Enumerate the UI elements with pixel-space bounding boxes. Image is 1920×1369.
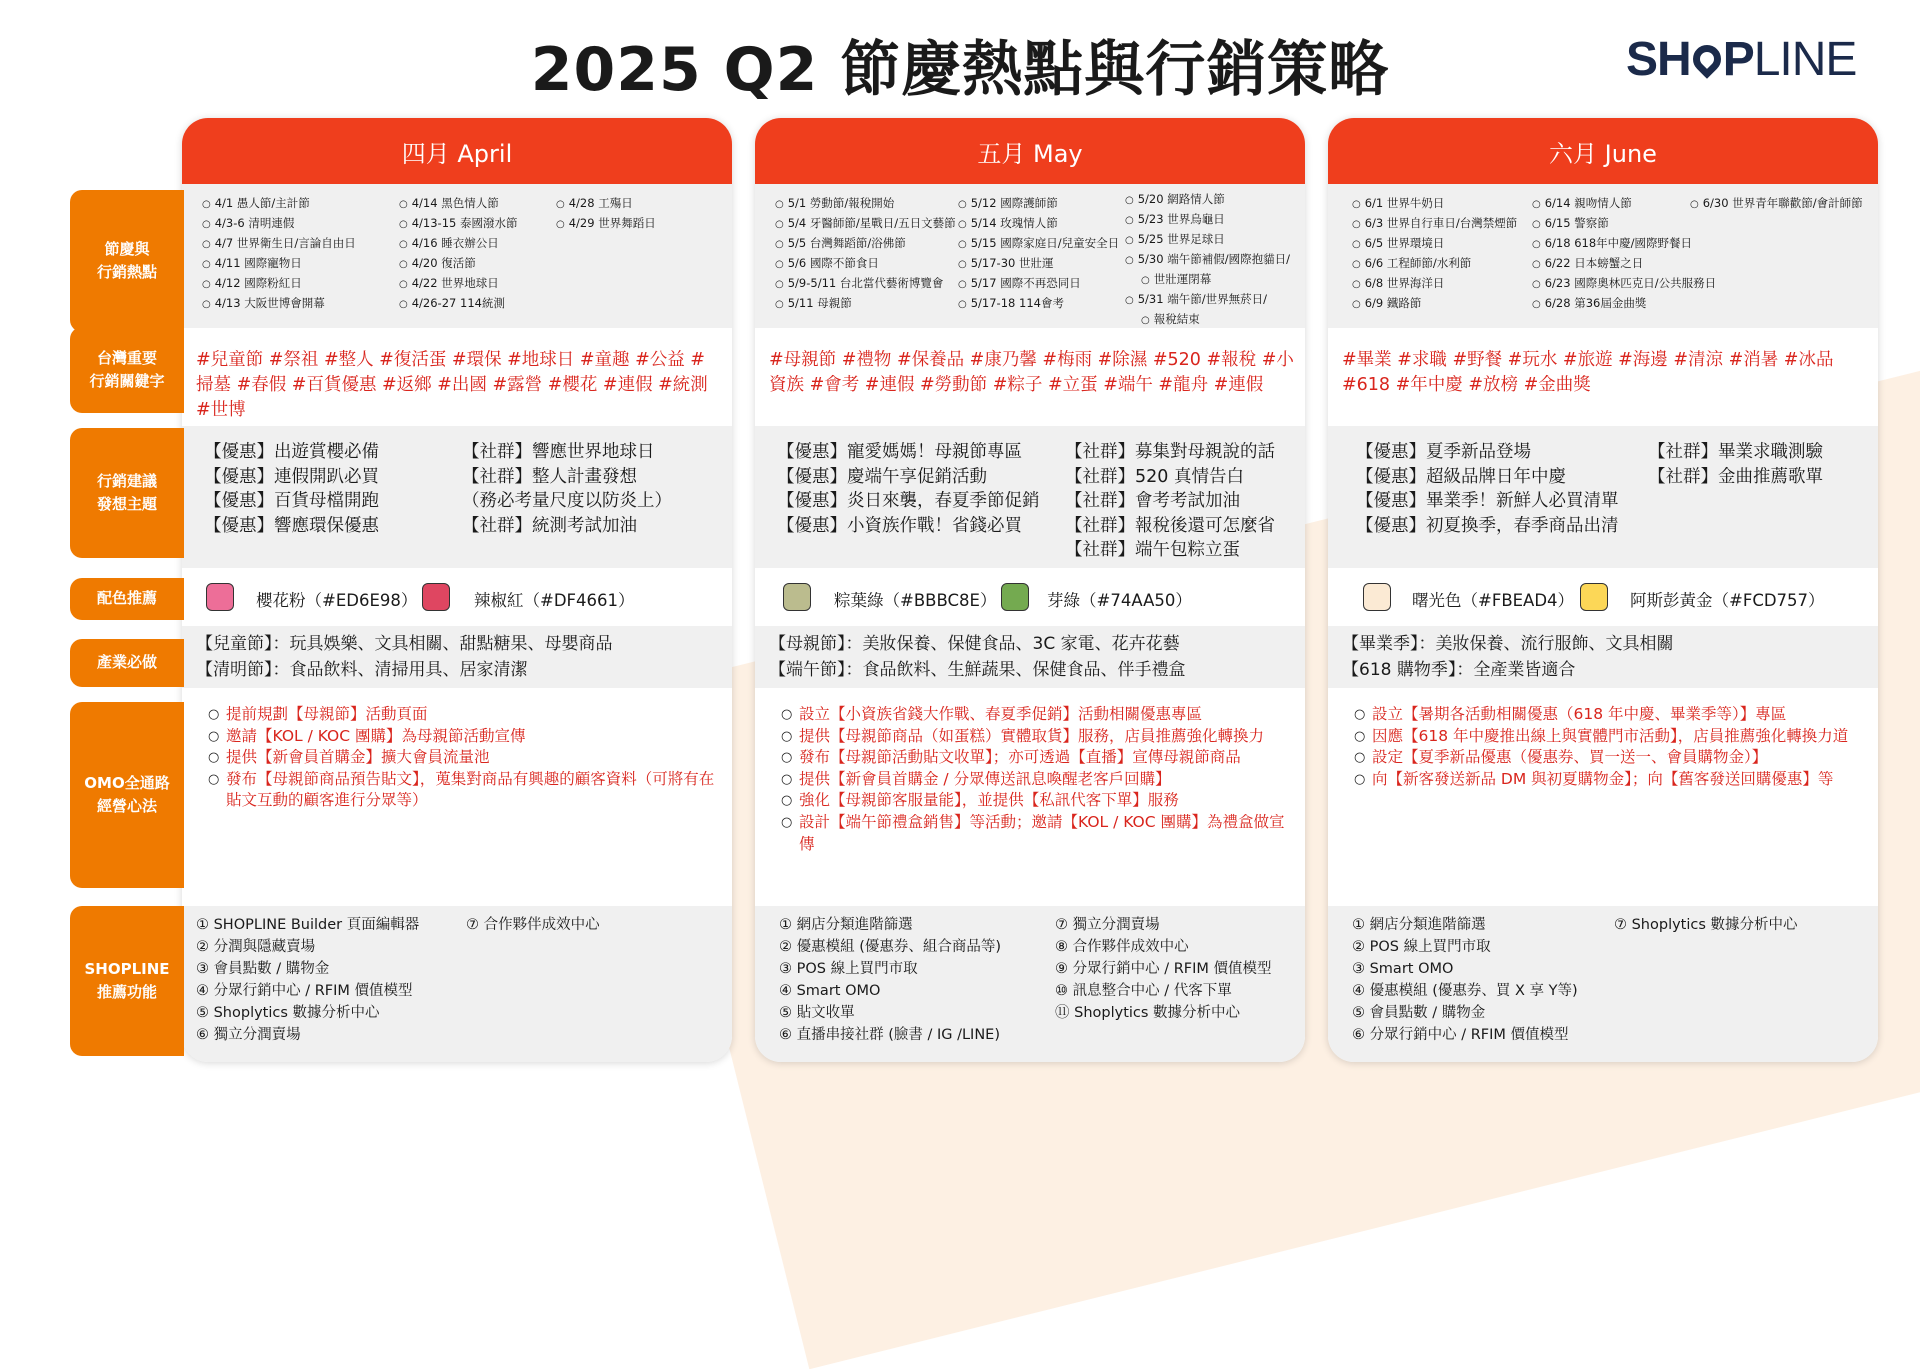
industry-band <box>182 626 732 688</box>
industry-list: 【兒童節】：玩具娛樂、文具相關、甜點糖果、母嬰商品 【清明節】：食品飲料、清掃用具、居家清潔 <box>196 634 613 680</box>
holidays-band <box>755 184 1305 328</box>
month-header: 六月 June <box>1328 118 1878 184</box>
colors-band <box>182 568 732 626</box>
feature-list: ⑦ 合作夥伴成效中心 <box>466 917 600 933</box>
holidays-band <box>182 184 732 328</box>
keyword-list: #母親節 #禮物 #保養品 #康乃馨 #梅雨 #除濕 #520 #報稅 #小資族 #會考 #連假 #勞動節 #粽子 #立蛋 #端午 #龍舟 #連假 <box>769 350 1294 395</box>
industry-band <box>1328 626 1878 688</box>
row-label-industry: 產業必做 <box>70 639 184 687</box>
colors-band <box>1328 568 1878 626</box>
keywords-band <box>1328 328 1878 426</box>
omo-list: ○ 提前規劃【母親節】活動頁面 ○ 邀請【KOL / KOC 團購】為母親節活動宣傳 ○ 提供【新會員首購金】擴大會員流量池 ○ 發布【母親節商品預告貼文】，蒐集對商品有興趣的顧客資料（可將有在貼文互動的顧客進行分眾等） <box>208 704 718 812</box>
omo-band <box>182 688 732 906</box>
feature-list: ① 網店分類進階篩選 ② POS 線上買門市取 ③ Smart OMO ④ 優惠模組 (優惠券、買 X 享 Y等) ⑤ 會員點數 / 購物金 ⑥ 分眾行銷中心 / RFIM 價值模型 <box>1352 917 1578 1043</box>
keyword-list: #兒童節 #祭祖 #整人 #復活蛋 #環保 #地球日 #童趣 #公益 #掃墓 #春假 #百貨優惠 #返鄉 #出國 #露營 #櫻花 #連假 #統測 #世博 <box>196 350 708 420</box>
month-header: 四月 April <box>182 118 732 184</box>
row-label-omo: OMO全通路 經營心法 <box>70 702 184 888</box>
row-label-colors: 配色推薦 <box>70 578 184 620</box>
features-band <box>1328 906 1878 1062</box>
color-swatch <box>422 583 450 611</box>
page-title: 2025 Q2 節慶熱點與行銷策略 <box>530 35 1390 105</box>
theme-list-promo: 【優惠】出遊賞櫻必備 【優惠】連假開趴必買 【優惠】百貨母檔開跑 【優惠】響應環保優惠 <box>204 442 379 536</box>
feature-list: ① SHOPLINE Builder 頁面編輯器 ② 分潤與隱藏賣場 ③ 會員點數 / 購物金 ④ 分眾行銷中心 / RFIM 價值模型 ⑤ Shoplytics 數據分析中心 ⑥ 獨立分潤賣場 <box>196 917 420 1043</box>
color-label: 辣椒紅（#DF4661） <box>474 591 635 610</box>
shopline-logo: SH PLINE <box>1626 33 1857 86</box>
holiday-list: ○ 6/1 世界牛奶日 ○ 6/3 世界自行車日/台灣禁煙節 ○ 6/5 世界環境日 ○ 6/6 工程師節/水利節 ○ 6/8 世界海洋日 ○ 6/9 鐵路節 <box>1352 194 1517 314</box>
holiday-list: ○ 5/12 國際護師節 ○ 5/14 玫瑰情人節 ○ 5/15 國際家庭日/兒童安全日 ○ 5/17-30 世壯運 ○ 5/17 國際不再恐同日 ○ 5/17-18 114會考 <box>958 194 1119 314</box>
industry-list: 【母親節】：美妝保養、保健食品、3C 家電、花卉花藝 【端午節】：食品飲料、生鮮蔬果、保健食品、伴手禮盒 <box>769 634 1186 680</box>
feature-list: ⑦ 獨立分潤賣場 ⑧ 合作夥伴成效中心 ⑨ 分眾行銷中心 / RFIM 價值模型 ⑩ 訊息整合中心 / 代客下單 ⑪ Shoplytics 數據分析中心 <box>1055 917 1272 1021</box>
holiday-list: ○ 5/20 網路情人節 ○ 5/23 世界烏龜日 ○ 5/25 世界足球日 ○ 5/30 端午節補假/國際抱貓日/ ○ 世壯運閉幕 ○ 5/31 端午節/世界無菸日/ ○ 報稅結束 <box>1125 190 1290 330</box>
features-band <box>755 906 1305 1062</box>
themes-band <box>1328 426 1878 568</box>
holiday-list: ○ 4/28 工殤日 ○ 4/29 世界舞蹈日 <box>556 194 656 234</box>
keywords-band <box>755 328 1305 426</box>
keywords-band <box>182 328 732 426</box>
feature-list: ① 網店分類進階篩選 ② 優惠模組 (優惠券、組合商品等) ③ POS 線上買門市取 ④ Smart OMO ⑤ 貼文收單 ⑥ 直播串接社群 (臉書 / IG /LINE) <box>779 917 1002 1043</box>
industry-list: 【畢業季】：美妝保養、流行服飾、文具相關 【618 購物季】：全產業皆適合 <box>1342 634 1674 680</box>
color-label: 櫻花粉（#ED6E98） <box>256 591 418 610</box>
color-swatch <box>1001 583 1029 611</box>
month-header: 五月 May <box>755 118 1305 184</box>
row-label-keywords: 台灣重要 行銷關鍵字 <box>70 327 184 413</box>
month-card-april <box>182 118 732 1062</box>
omo-band <box>755 688 1305 906</box>
omo-list: ○ 設立【小資族省錢大作戰、春夏季促銷】活動相關優惠專區 ○ 提供【母親節商品（如蛋糕）實體取貨】服務，店員推薦強化轉換力 ○ 發布【母親節活動貼文收單】；亦可透過【直播】宣傳母親節商品 ○ 提供【新會員首購金 / 分眾傳送訊息喚醒老客戶回購】 ○ 強化【母親節客服量能】，並提供【私訊代客下單】服務 ○ 設計【端午節禮盒銷售】等活動；邀請【KOL / KOC 團購】為禮盒做宣傳 <box>781 704 1291 855</box>
theme-list-social: 【社群】畢業求職測驗 【社群】金曲推薦歌單 <box>1648 442 1823 487</box>
color-label: 曙光色（#FBEAD4） <box>1412 591 1575 610</box>
month-card-june <box>1328 118 1878 1062</box>
theme-list-social: 【社群】募集對母親說的話 【社群】520 真情告白 【社群】會考考試加油 【社群】報稅後還可怎麼省 【社群】端午包粽立蛋 <box>1065 442 1275 560</box>
row-label-themes: 行銷建議 發想主題 <box>70 428 184 558</box>
color-label: 粽葉綠（#BBBC8E） <box>834 591 997 610</box>
holiday-list: ○ 6/30 世界青年聯歡節/會計師節 <box>1690 194 1863 214</box>
industry-band <box>755 626 1305 688</box>
omo-list: ○ 設立【暑期各活動相關優惠（618 年中慶、畢業季等）】專區 ○ 因應【618 年中慶推出線上與實體門市活動】，店員推薦強化轉換力道 ○ 設定【夏季新品優惠（優惠券、買一送一、會員購物金）】 ○ 向【新客發送新品 DM 與初夏購物金】；向【舊客發送回購優惠】等 <box>1354 704 1864 790</box>
color-swatch <box>206 583 234 611</box>
themes-band <box>182 426 732 568</box>
colors-band <box>755 568 1305 626</box>
holiday-list: ○ 5/1 勞動節/報稅開始 ○ 5/4 牙醫師節/星戰日/五日文藝節 ○ 5/5 台灣舞蹈節/浴佛節 ○ 5/6 國際不節食日 ○ 5/9-5/11 台北當代藝術博覽會 ○ 5/11 母親節 <box>775 194 956 314</box>
row-label-features: SHOPLINE 推薦功能 <box>70 906 184 1056</box>
omo-band <box>1328 688 1878 906</box>
holiday-list: ○ 6/14 親吻情人節 ○ 6/15 警察節 ○ 6/18 618年中慶/國際野餐日 ○ 6/22 日本螃蟹之日 ○ 6/23 國際奧林匹克日/公共服務日 ○ 6/28 第36屆金曲獎 <box>1532 194 1716 314</box>
location-pin-icon <box>1687 39 1727 79</box>
color-swatch <box>1363 583 1391 611</box>
themes-band <box>755 426 1305 568</box>
holidays-band <box>1328 184 1878 328</box>
feature-list: ⑦ Shoplytics 數據分析中心 <box>1614 917 1798 933</box>
features-band <box>182 906 732 1062</box>
color-label: 芽綠（#74AA50） <box>1047 591 1192 610</box>
month-card-may <box>755 118 1305 1062</box>
theme-list-promo: 【優惠】夏季新品登場 【優惠】超級品牌日年中慶 【優惠】畢業季！新鮮人必買清單 【優惠】初夏換季，春季商品出清 <box>1356 442 1619 536</box>
holiday-list: ○ 4/1 愚人節/主計節 ○ 4/3-6 清明連假 ○ 4/7 世界衛生日/言論自由日 ○ 4/11 國際寵物日 ○ 4/12 國際粉紅日 ○ 4/13 大阪世博會開幕 <box>202 194 356 314</box>
keyword-list: #畢業 #求職 #野餐 #玩水 #旅遊 #海邊 #清涼 #消暑 #冰品 #618 #年中慶 #放榜 #金曲獎 <box>1342 350 1834 395</box>
color-swatch <box>1580 583 1608 611</box>
color-swatch <box>783 583 811 611</box>
holiday-list: ○ 4/14 黑色情人節 ○ 4/13-15 泰國潑水節 ○ 4/16 睡衣辦公日 ○ 4/20 復活節 ○ 4/22 世界地球日 ○ 4/26-27 114統測 <box>399 194 518 314</box>
theme-list-social: 【社群】響應世界地球日 【社群】整人計畫發想 （務必考量尺度以防炎上） 【社群】統測考試加油 <box>462 442 672 536</box>
theme-list-promo: 【優惠】寵愛媽媽！母親節專區 【優惠】慶端午享促銷活動 【優惠】炎日來襲，春夏季節促銷 【優惠】小資族作戰！省錢必買 <box>777 442 1040 536</box>
row-label-holidays: 節慶與 行銷熱點 <box>70 190 184 332</box>
color-label: 阿斯彭黃金（#FCD757） <box>1630 591 1825 610</box>
